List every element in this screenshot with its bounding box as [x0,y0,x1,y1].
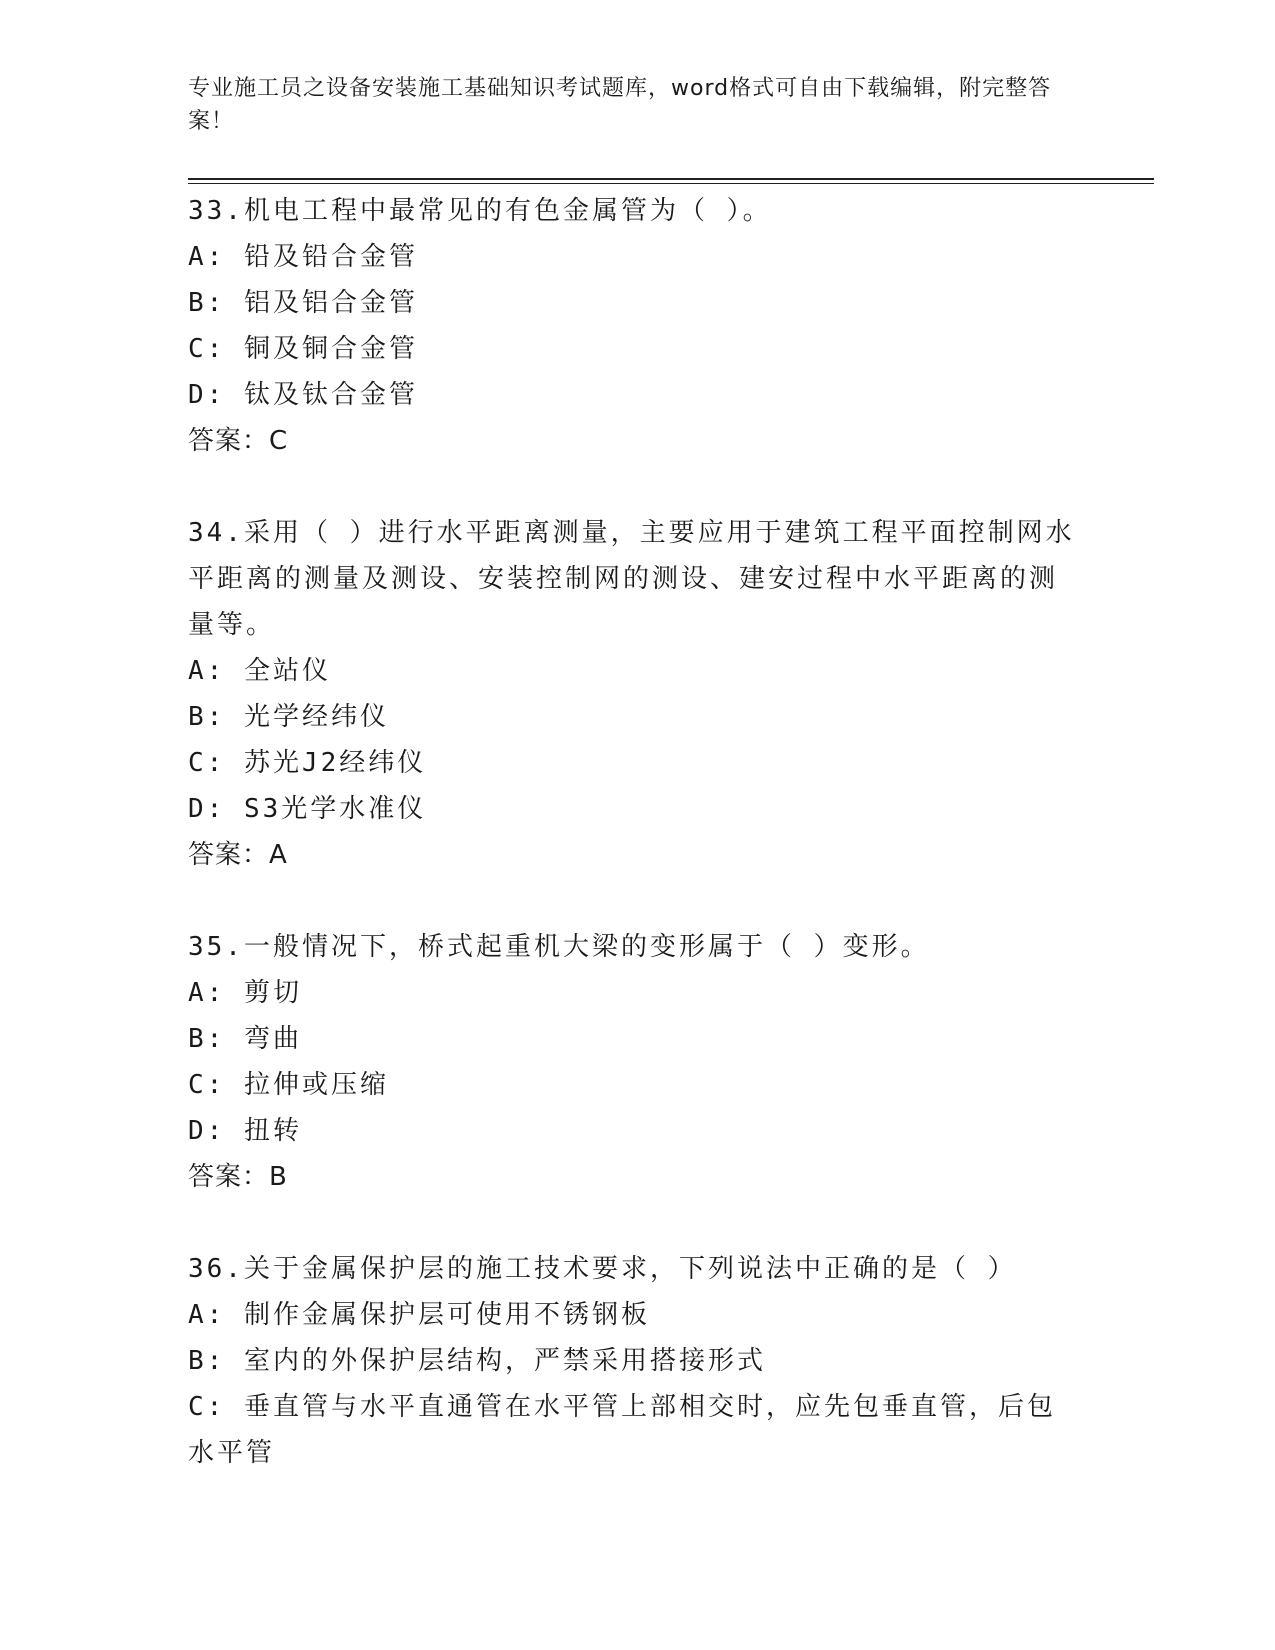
question-36 [188,1246,1078,1476]
option-b: B: 室内的外保护层结构，严禁采用搭接形式 [188,1346,766,1376]
question-34 [188,510,1078,878]
question-stem: 36.关于金属保护层的施工技术要求，下列说法中正确的是（ ） [188,1254,1017,1284]
option-a: A: 剪切 [188,978,302,1008]
option-c: C: 拉伸或压缩 [188,1070,389,1100]
header-divider-thick [188,178,1154,180]
question-stem: 33.机电工程中最常见的有色金属管为（ ）。 [188,196,772,226]
option-d: D: 扭转 [188,1116,302,1146]
answer: 答案：B [188,1162,288,1192]
question-33 [188,188,1078,464]
document-header: 专业施工员之设备安装施工基础知识考试题库，word格式可自由下载编辑，附完整答案！ [188,76,1052,134]
question-35 [188,924,1078,1200]
option-a: A: 制作金属保护层可使用不锈钢板 [188,1300,650,1330]
option-d: D: S3光学水准仪 [188,794,427,824]
header-divider-thin [188,183,1154,184]
option-b: B: 光学经纬仪 [188,702,389,732]
option-a: A: 铅及铅合金管 [188,242,418,272]
option-a: A: 全站仪 [188,656,331,686]
option-b: B: 弯曲 [188,1024,302,1054]
question-list [188,188,1078,1522]
answer: 答案：A [188,840,288,870]
option-c: C: 苏光J2经纬仪 [188,748,427,778]
option-c: C: 铜及铜合金管 [188,334,418,364]
question-stem: 35.一般情况下，桥式起重机大梁的变形属于（ ）变形。 [188,932,930,962]
option-c: C: 垂直管与水平直通管在水平管上部相交时，应先包垂直管，后包水平管 [188,1392,1056,1468]
answer: 答案：C [188,426,289,456]
question-stem: 34.采用（ ）进行水平距离测量，主要应用于建筑工程平面控制网水平距离的测量及测设、安装控制网的测设、建安过程中水平距离的测量等。 [188,518,1075,640]
option-b: B: 铝及铝合金管 [188,288,418,318]
option-d: D: 钛及钛合金管 [188,380,418,410]
